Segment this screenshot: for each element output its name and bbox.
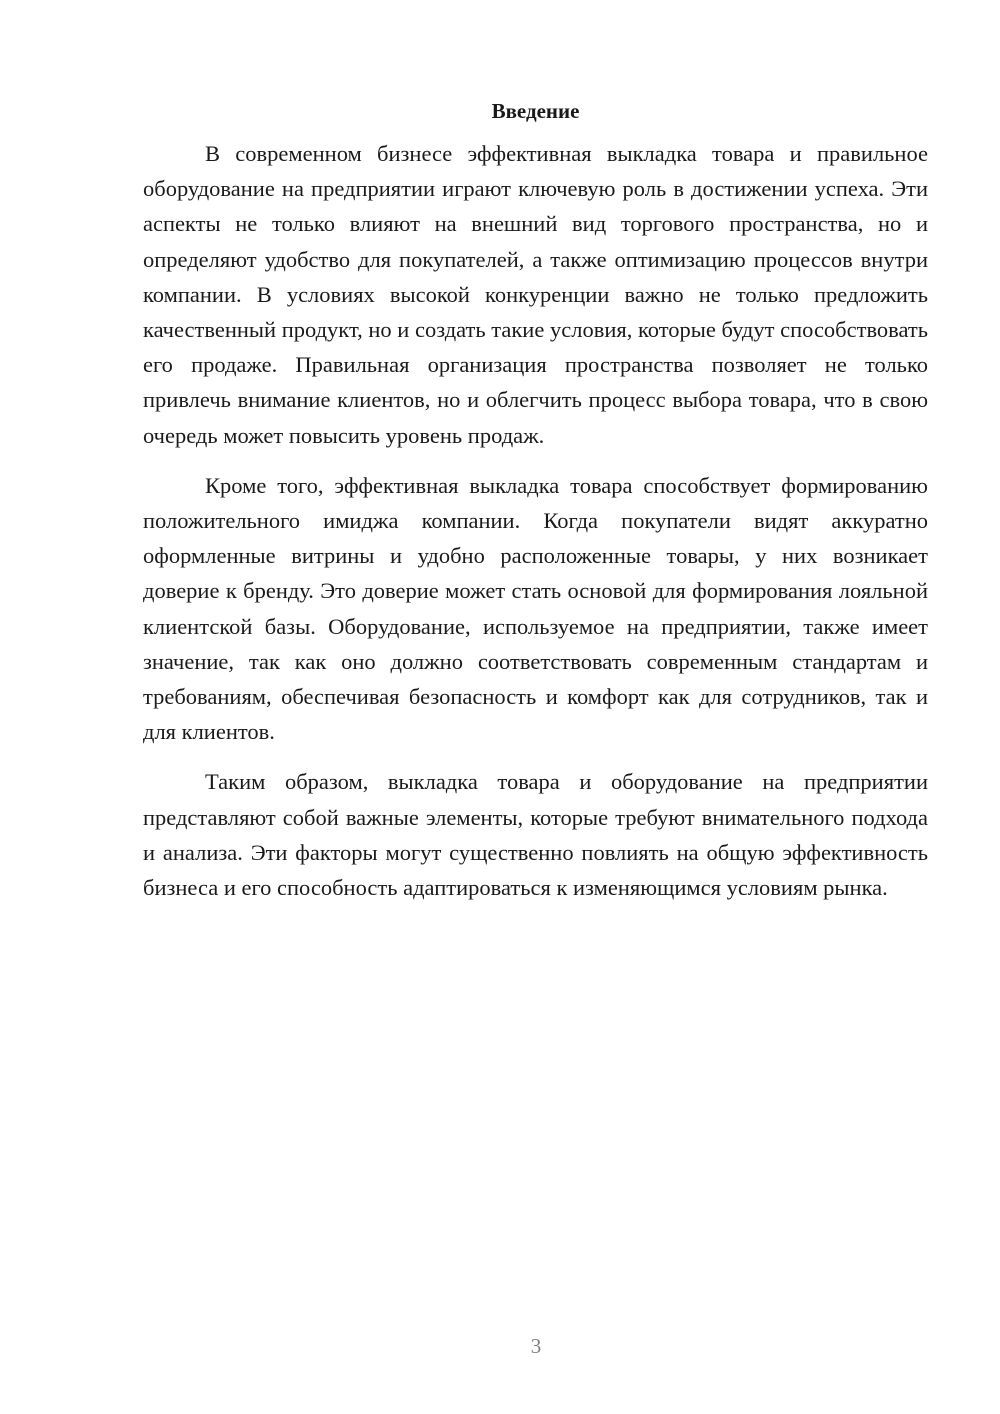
page-number: 3	[530, 1334, 542, 1358]
page-content	[143, 96, 928, 905]
section-title: Введение	[491, 99, 580, 123]
paragraph-2: Кроме того, эффективная выкладка товара способствует формированию положительного имиджа компании. Когда покупатели видят аккуратно оформленные витрины и удобно расположенные товары, у них возникает доверие к бренду. Это доверие может стать основой для формирования лояльной клиентской базы. Оборудование, используемое на предприятии, также имеет значение, так как оно должно соответствовать современным стандартам и требованиям, обеспечивая безопасность и комфорт как для сотрудников, так и для клиентов.	[143, 472, 928, 745]
paragraph-3: Таким образом, выкладка товара и оборудование на предприятии представляют собой важные элементы, которые требуют внимательного подхода и анализа. Эти факторы могут существенно повлиять на общую эффективность бизнеса и его способность адаптироваться к изменяющимся условиям рынка.	[143, 769, 928, 901]
paragraph-1: В современном бизнесе эффективная выкладка товара и правильное оборудование на предприятии играют ключевую роль в достижении успеха. Эти аспекты не только влияют на внешний вид торгового пространства, но и определяют удобство для покупателей, а также оптимизацию процессов внутри компании. В условиях высокой конкуренции важно не только предложить качественный продукт, но и создать такие условия, которые будут способствовать его продаже. Правильная организация пространства позволяет не только привлечь внимание клиентов, но и облегчить процесс выбора товара, что в свою очередь может повысить уровень продаж.	[143, 141, 928, 448]
